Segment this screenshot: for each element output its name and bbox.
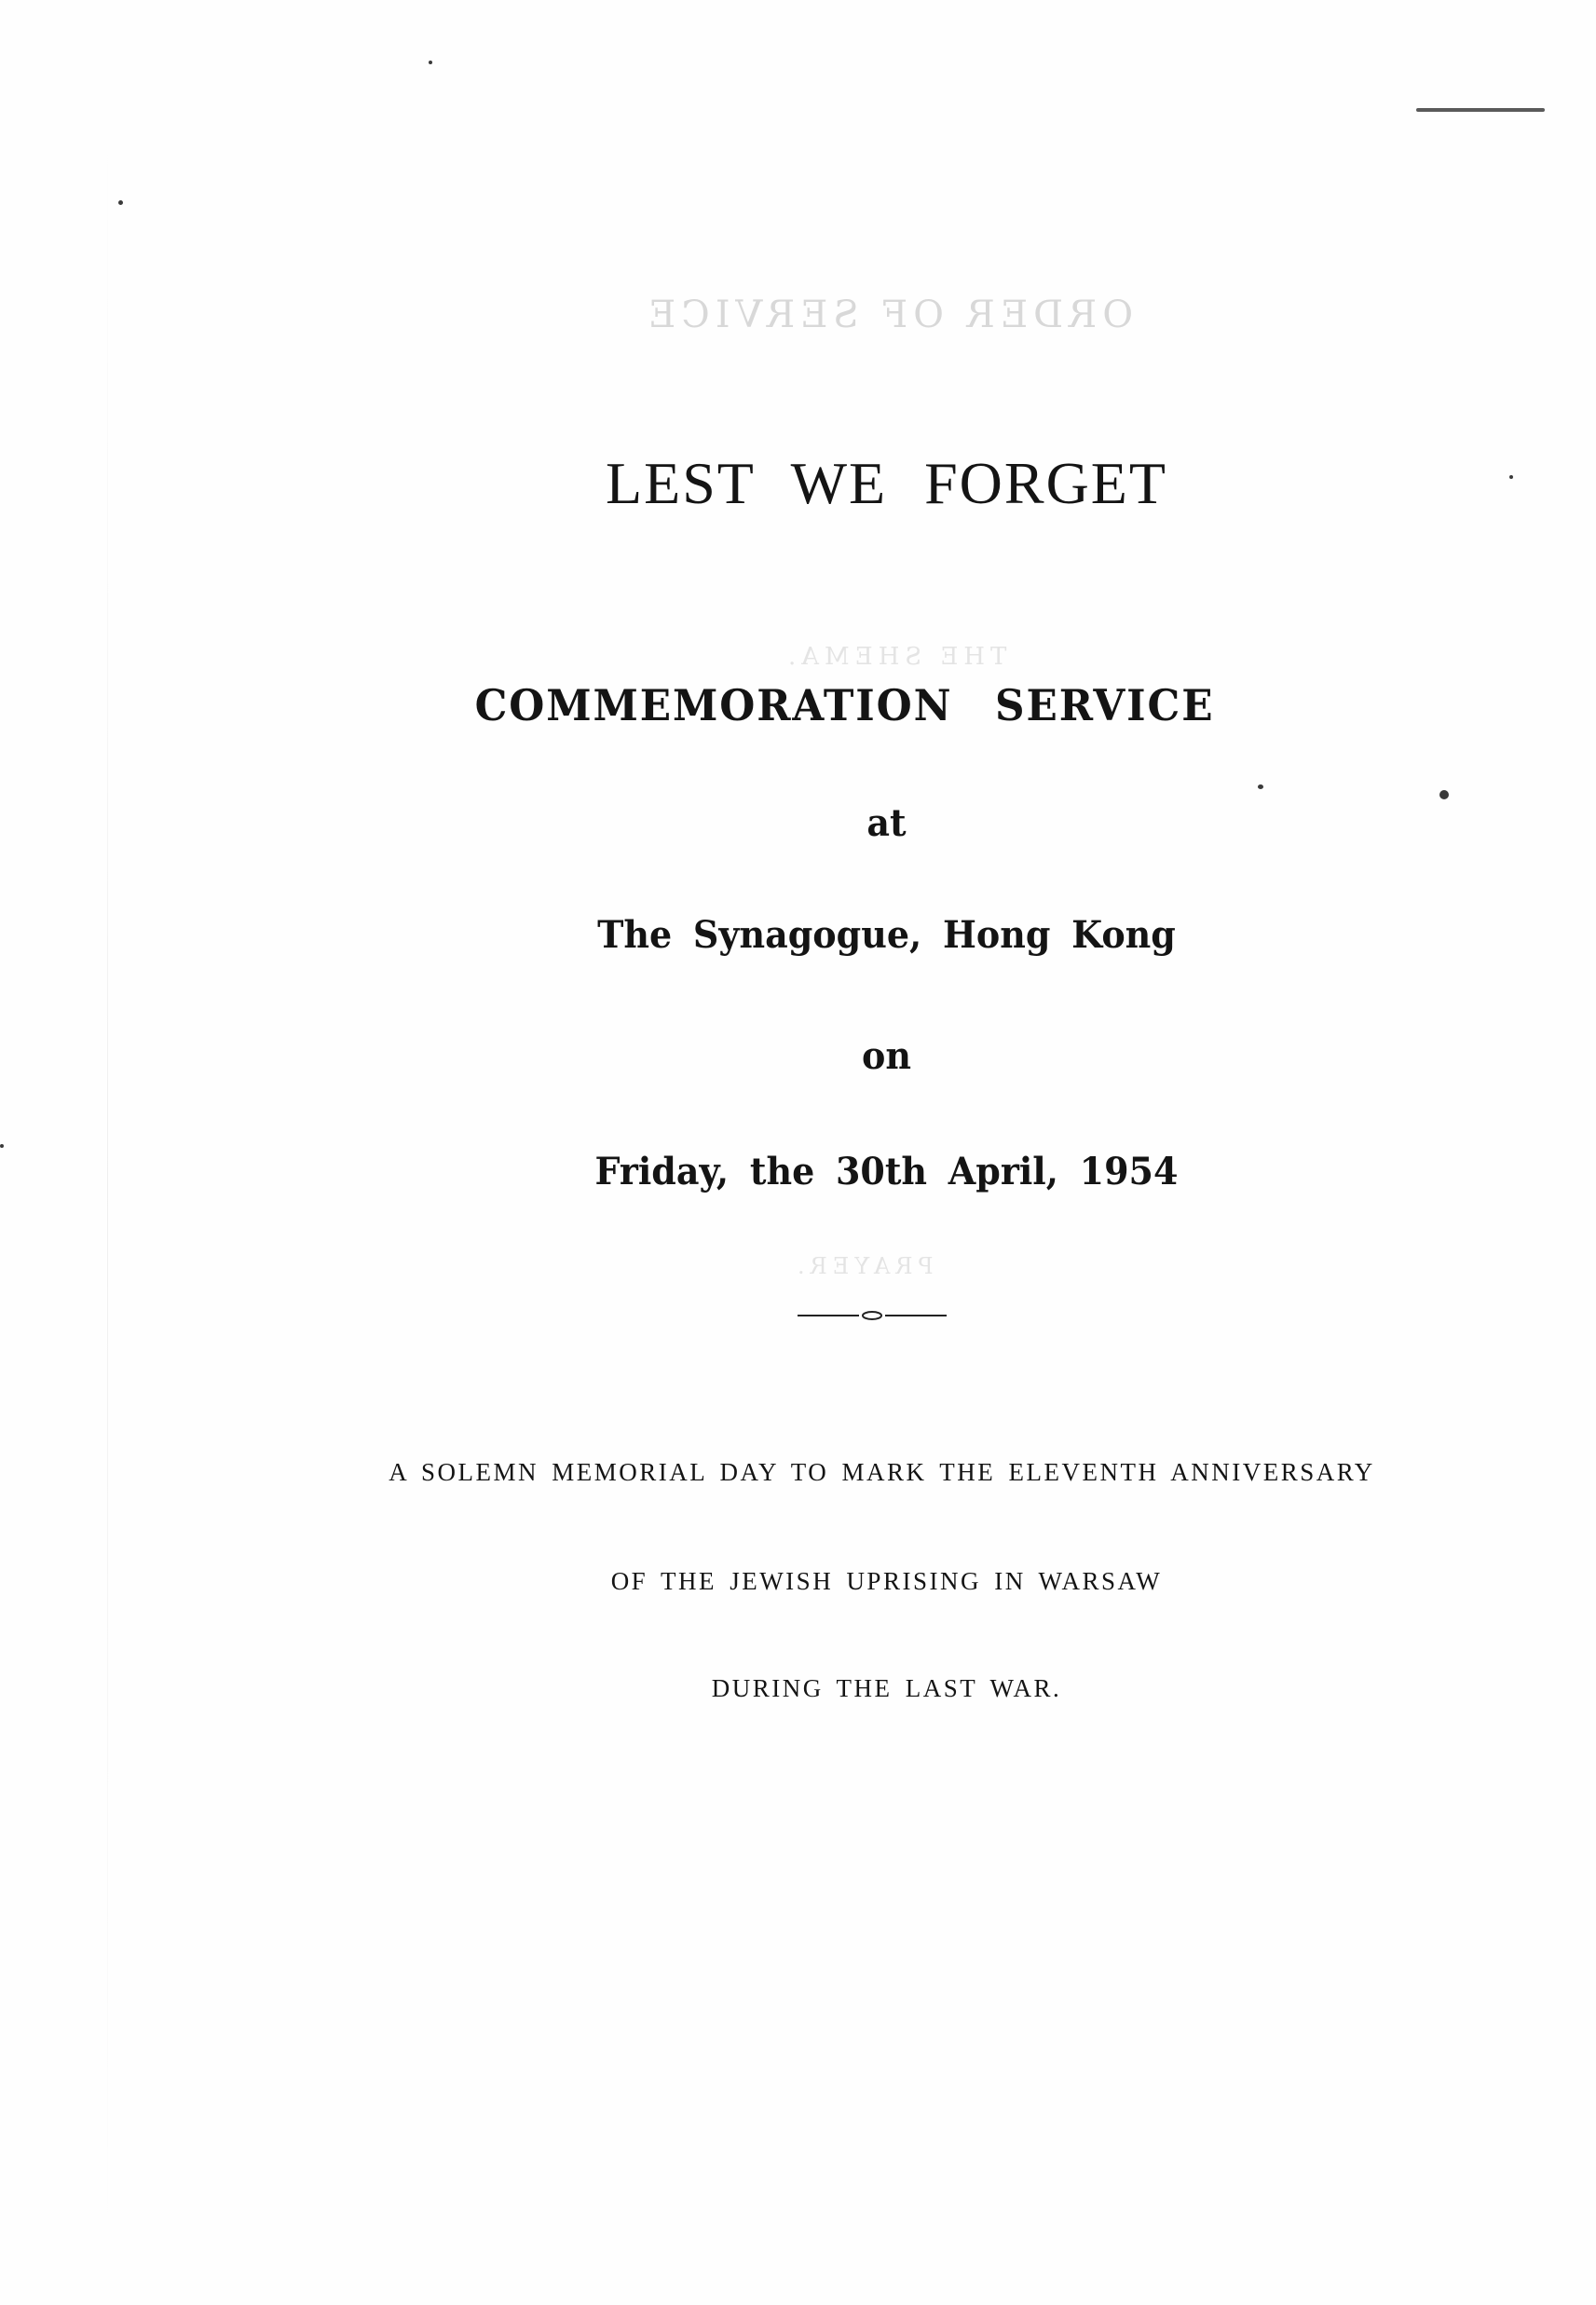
at-line: at	[866, 801, 907, 845]
ornament-divider	[798, 1309, 947, 1322]
show-through-text: PRAYER.	[792, 1253, 934, 1279]
service-heading: COMMEMORATION SERVICE	[474, 680, 1215, 730]
dedication-line-1: A SOLEMN MEMORIAL DAY TO MARK THE ELEVENTH ANNIVERSARY	[389, 1458, 1375, 1486]
show-through-text: ORDER OF SERVICE	[643, 293, 1134, 336]
document-title: LEST WE FORGET	[606, 450, 1167, 516]
venue-line: The Synagogue, Hong Kong	[597, 913, 1176, 957]
scan-speck	[118, 200, 123, 205]
on-line: on	[862, 1034, 911, 1078]
pen-mark	[1416, 108, 1545, 112]
dedication-line-2: OF THE JEWISH UPRISING IN WARSAW	[610, 1567, 1163, 1595]
scan-speck	[429, 61, 432, 64]
scan-speck	[0, 1144, 4, 1148]
dedication-line-3: DURING THE LAST WAR.	[711, 1674, 1062, 1702]
page-edge-shadow	[107, 112, 108, 2255]
scan-speck	[1439, 790, 1449, 799]
scan-speck	[1258, 784, 1263, 789]
show-through-text: THE SHEMA.	[783, 643, 1007, 671]
date-line: Friday, the 30th April, 1954	[594, 1150, 1179, 1193]
